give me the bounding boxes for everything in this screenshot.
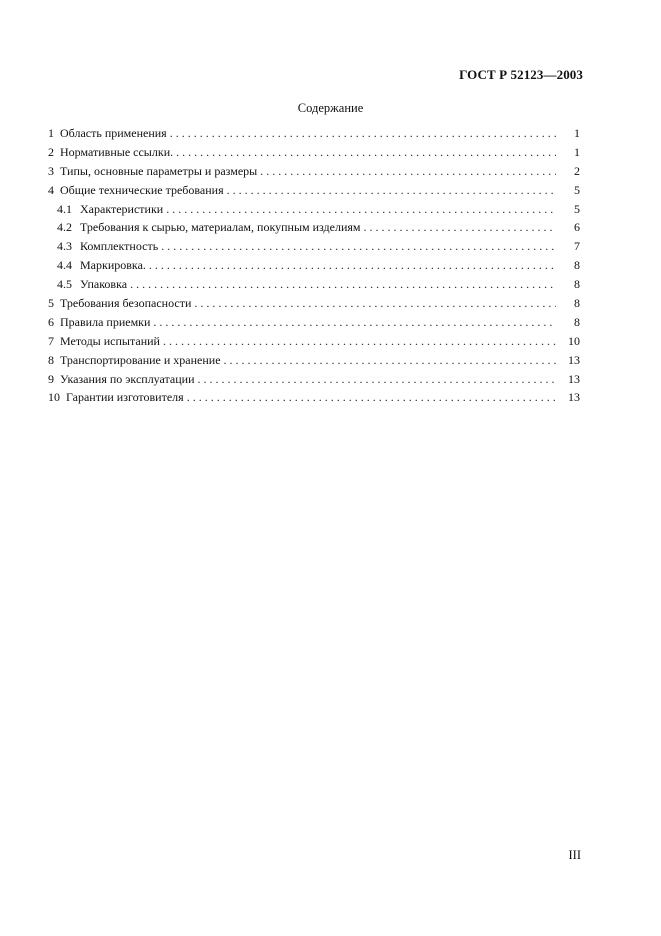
toc-dot-leader	[227, 181, 556, 200]
toc-item-number: 8	[48, 352, 54, 367]
toc-item-number: 3	[48, 163, 54, 178]
toc-item-5[interactable]	[48, 294, 580, 313]
toc-item-number: 1	[48, 126, 54, 140]
toc-item-4-1[interactable]	[48, 200, 580, 219]
toc-item-number: 5	[48, 296, 54, 311]
toc-dot-leader	[364, 218, 557, 237]
toc-dot-leader	[170, 124, 556, 143]
toc-item-page: 13	[568, 352, 580, 367]
toc-item-page: 5	[574, 182, 580, 197]
toc-dot-leader	[176, 143, 556, 162]
toc-item-2[interactable]	[48, 143, 580, 162]
toc-item-number: 9	[48, 371, 54, 386]
toc-title: Содержание	[297, 101, 364, 115]
toc-item-page: 2	[574, 163, 580, 178]
toc-item-number: 6	[48, 314, 54, 329]
toc-item-4-2[interactable]	[48, 218, 580, 237]
toc-item-label: Характеристики	[80, 201, 164, 216]
toc-item-page: 13	[568, 371, 580, 386]
toc-dot-leader	[161, 237, 556, 256]
toc-item-label: Гарантии изготовителя	[66, 390, 184, 405]
toc-dot-leader	[224, 351, 556, 370]
toc-item-page: 1	[574, 126, 580, 140]
toc-item-page: 10	[568, 333, 580, 348]
document-code: ГОСТ Р 52123—2003	[459, 67, 583, 82]
toc-item-4-4[interactable]	[48, 256, 580, 275]
toc-item-10[interactable]	[48, 388, 580, 407]
toc-item-4[interactable]	[48, 181, 580, 200]
toc-item-4-3[interactable]	[48, 237, 580, 256]
toc-item-page: 8	[574, 277, 580, 292]
toc-item-page: 8	[574, 258, 580, 273]
toc-dot-leader	[187, 388, 556, 407]
toc-item-label: Методы испытаний	[60, 333, 160, 348]
toc-item-label: Нормативные ссылки.	[60, 144, 174, 159]
toc-item-label: Требования безопасности	[60, 296, 192, 311]
toc-item-number: 4.1	[57, 201, 72, 216]
toc-item-3[interactable]	[48, 162, 580, 181]
toc-item-number: 4.2	[57, 220, 72, 235]
toc-item-4-5[interactable]	[48, 275, 580, 294]
toc-item-7[interactable]	[48, 332, 580, 351]
toc-item-label: Требования к сырью, материалам, покупным изделиям	[80, 220, 361, 235]
toc-item-label: Общие технические требования	[60, 182, 224, 197]
toc-item-page: 5	[574, 201, 580, 216]
toc-item-number: 7	[48, 333, 54, 348]
toc-item-label: Комплектность	[80, 239, 159, 254]
toc-item-number: 4.5	[57, 277, 72, 292]
toc-item-page: 7	[574, 239, 580, 254]
toc-item-page: 1	[574, 144, 580, 159]
toc-item-number: 2	[48, 144, 54, 159]
toc-item-label: Типы, основные параметры и размеры	[60, 163, 258, 178]
toc-dot-leader	[130, 275, 556, 294]
toc-dot-leader	[163, 332, 556, 351]
toc-item-page: 6	[574, 220, 580, 235]
toc-item-number: 4	[48, 182, 54, 197]
toc-dot-leader	[149, 256, 556, 275]
toc-item-9[interactable]	[48, 370, 580, 389]
toc-item-label: Правила приемки	[60, 314, 151, 329]
toc-dot-leader	[198, 370, 556, 389]
toc-item-label: Транспортирование и хранение	[60, 352, 221, 367]
toc-item-page: 13	[568, 390, 580, 405]
toc-item-label: Упаковка	[80, 277, 128, 292]
toc-item-6[interactable]	[48, 313, 580, 332]
toc-dot-leader	[153, 313, 556, 332]
toc-item-number: 4.3	[57, 239, 72, 254]
toc-item-1[interactable]	[48, 124, 580, 143]
toc-item-page: 8	[574, 296, 580, 311]
toc-dot-leader	[260, 162, 556, 181]
toc-item-label: Указания по эксплуатации	[60, 371, 195, 386]
toc-dot-leader	[166, 200, 556, 219]
toc-item-number: 10	[48, 390, 60, 405]
page-number: III	[568, 848, 581, 862]
toc-dot-leader	[194, 294, 556, 313]
toc-item-page: 8	[574, 314, 580, 329]
toc-item-label: Область применения	[60, 126, 167, 140]
toc-item-label: Маркировка.	[80, 258, 146, 273]
toc-item-8[interactable]	[48, 351, 580, 370]
toc-item-number: 4.4	[57, 258, 72, 273]
table-of-contents	[48, 124, 580, 407]
